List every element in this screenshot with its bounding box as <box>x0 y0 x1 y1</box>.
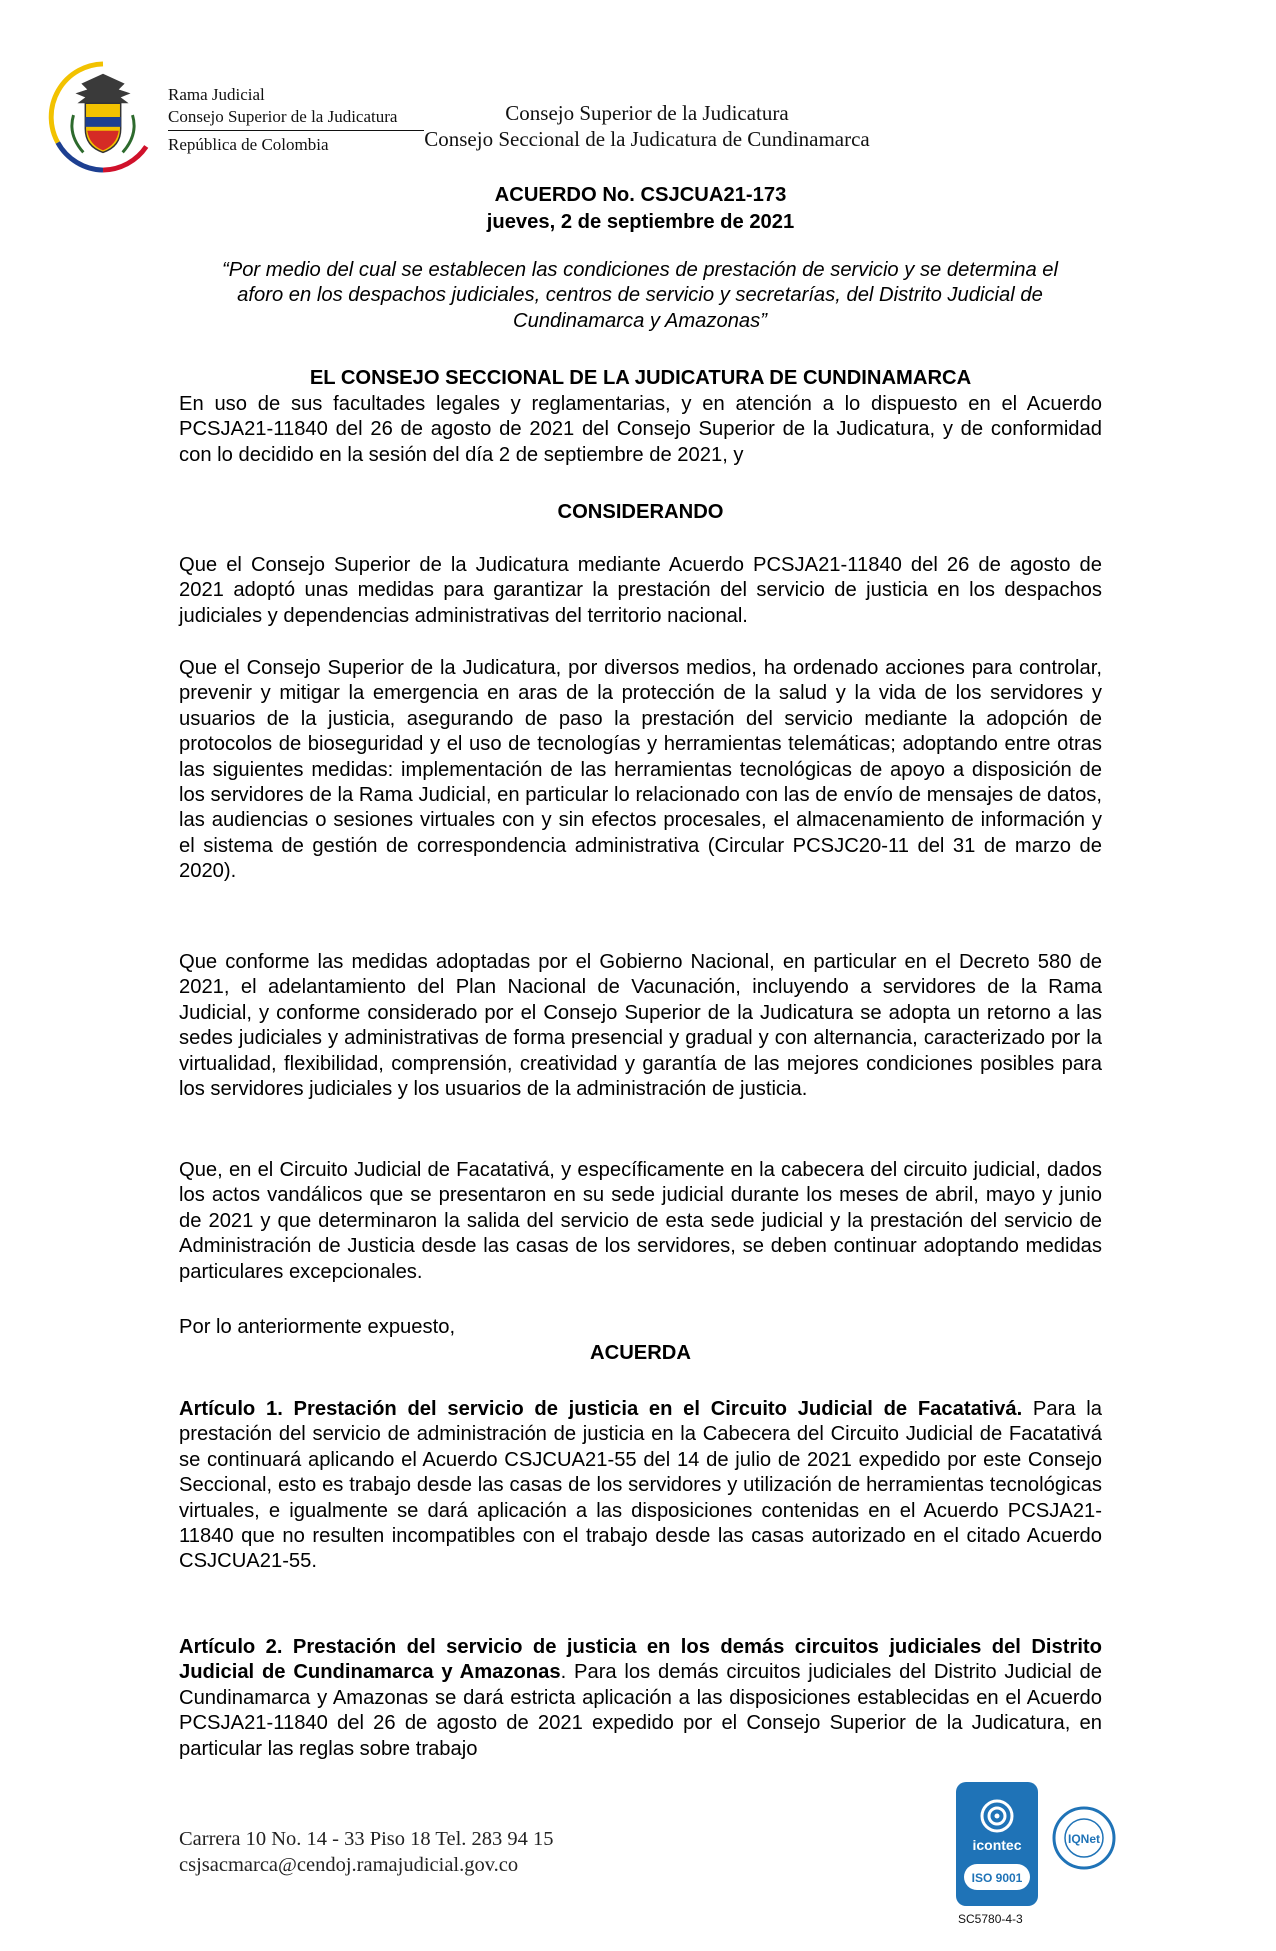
preamble: En uso de sus facultades legales y reglamentarias, y en atención a lo dispuesto en el Acuerdo PCSJA21-11840 del 26 de agosto de 2021 del Consejo Superior de la Judicatura, y de conformidad con lo decidido en la sesión del día 2 de septiembre de 2021, y <box>179 393 1102 466</box>
brand-divider <box>168 130 424 131</box>
acuerda-heading: ACUERDA <box>590 1342 691 1364</box>
article-1-title: Artículo 1. Prestación del servicio de justicia en el Circuito Judicial de Facatativá. <box>179 1398 1023 1420</box>
document-code: SC5780-4-3 <box>958 1912 1023 1926</box>
council-seccional: Consejo Seccional de la Judicatura de Cundinamarca <box>424 127 870 151</box>
considering-heading: CONSIDERANDO <box>557 501 724 523</box>
brand-line-consejo: Consejo Superior de la Judicatura <box>168 107 398 126</box>
brand-line-rama: Rama Judicial <box>168 85 265 104</box>
document-date: jueves, 2 de septiembre de 2021 <box>486 211 795 233</box>
article-1-text: Para la prestación del servicio de administración de justicia en la Cabecera del Circuito Judicial de Facatativá se continuará aplicando el Acuerdo CSJCUA21-55 del 14 de julio de 2021 expedido por este Consejo Seccional, esto es trabajo desde las casas de los servidores y utilización de herramientas tecnológicas virtuales, e igualmente se dará aplicación a las disposiciones contenidas en el Acuerdo PCSJA21-11840 que no resulten incompatibles con el trabajo desde las casas autorizado en el citado Acuerdo CSJCUA21-55. <box>179 1398 1102 1573</box>
council-title: EL CONSEJO SECCIONAL DE LA JUDICATURA DE CUNDINAMARCA <box>309 367 972 389</box>
article-2-title: Artículo 2. Prestación del servicio de justicia en los demás circuitos judiciales del Distrito Judicial de Cundinamarca y Amazonas <box>179 1636 1102 1684</box>
iqnet-label: IQNet <box>1067 1832 1101 1846</box>
brand-line-republica: República de Colombia <box>168 135 329 154</box>
cert-brand-text: icontec <box>972 1837 1022 1853</box>
footer-contact <box>179 1826 554 1878</box>
council-superior: Consejo Superior de la Judicatura <box>505 101 789 125</box>
paragraph: Que conforme las medidas adoptadas por el Gobierno Nacional, en particular en el Decreto 580 de 2021, el adelantamiento del Plan Nacional de Vacunación, incluyendo a servidores de la Rama Judicial, y conforme considerado por el Consejo Superior de la Judicatura se adopta un retorno a las sedes judiciales y administrativas de forma presencial y gradual y con alternancia, caracterizado por la virtualidad, flexibilidad, comprensión, creatividad y garantía de las mejores condiciones posibles para los servidores judiciales y los usuarios de la administración de justicia. <box>179 951 1102 1101</box>
paragraph: Que el Consejo Superior de la Judicatura mediante Acuerdo PCSJA21-11840 del 26 de agosto de 2021 adoptó unas medidas para garantizar la prestación del servicio de justicia en los despachos judiciales y dependencias administrativas del territorio nacional. <box>179 554 1102 627</box>
closing-line: Por lo anteriormente expuesto, <box>179 1316 456 1338</box>
cert-standard-text: ISO 9001 <box>971 1871 1023 1885</box>
brand-block <box>168 84 424 156</box>
paragraph: Que, en el Circuito Judicial de Facatativá, y específicamente en la cabecera del circuito judicial, dados los actos vandálicos que se presentaron en su sede judicial durante los meses de abril, mayo y junio de 2021 y que determinaron la salida del servicio de esta sede judicial y la prestación del servicio de Administración de Justicia desde las casas de los servidores, se deben continuar adoptando medidas particulares excepcionales. <box>179 1159 1102 1283</box>
document-subject: “Por medio del cual se establecen las condiciones de prestación de servicio y se determina el aforo en los despachos judiciales, centros de servicio y secretarías, del Distrito Judicial de Cundinamarca y Amazonas” <box>222 259 1058 332</box>
article-2-text: . Para los demás circuitos judiciales del Distrito Judicial de Cundinamarca y Amazonas se dará estricta aplicación a las disposiciones establecidas en el Acuerdo PCSJA21-11840 del 26 de agosto de 2021 expedido por el Consejo Superior de la Judicatura, en particular las reglas sobre trabajo <box>179 1661 1103 1760</box>
footer-address: Carrera 10 No. 14 - 33 Piso 18 Tel. 283 94 15 <box>179 1828 554 1850</box>
article-2 <box>179 1635 1102 1762</box>
article-1 <box>179 1397 1102 1575</box>
coat-of-arms-logo <box>44 58 162 176</box>
document-number: ACUERDO No. CSJCUA21-173 <box>494 184 787 206</box>
iqnet-seal <box>1052 1806 1116 1870</box>
paragraph: Que el Consejo Superior de la Judicatura, por diversos medios, ha ordenado acciones para controlar, prevenir y mitigar la emergencia en aras de la protección de la salud y la vida de los servidores y usuarios de la justicia, asegurando de paso la prestación del servicio mediante la adopción de protocolos de bioseguridad y el uso de tecnologías y herramientas telemáticas; adoptando entre otras las siguientes medidas: implementación de las herramientas tecnológicas de apoyo a disposición de los servidores de la Rama Judicial, en particular lo relacionado con las de envío de mensajes de datos, las audiencias o sesiones virtuales con y sin efectos procesales, el almacenamiento de información y el sistema de gestión de correspondencia administrativa (Circular PCSJC20-11 del 31 de marzo de 2020). <box>179 657 1102 883</box>
footer-email: csjsacmarca@cendoj.ramajudicial.gov.co <box>179 1854 519 1876</box>
council-header <box>392 100 902 152</box>
icontec-certification-badge <box>956 1782 1038 1906</box>
